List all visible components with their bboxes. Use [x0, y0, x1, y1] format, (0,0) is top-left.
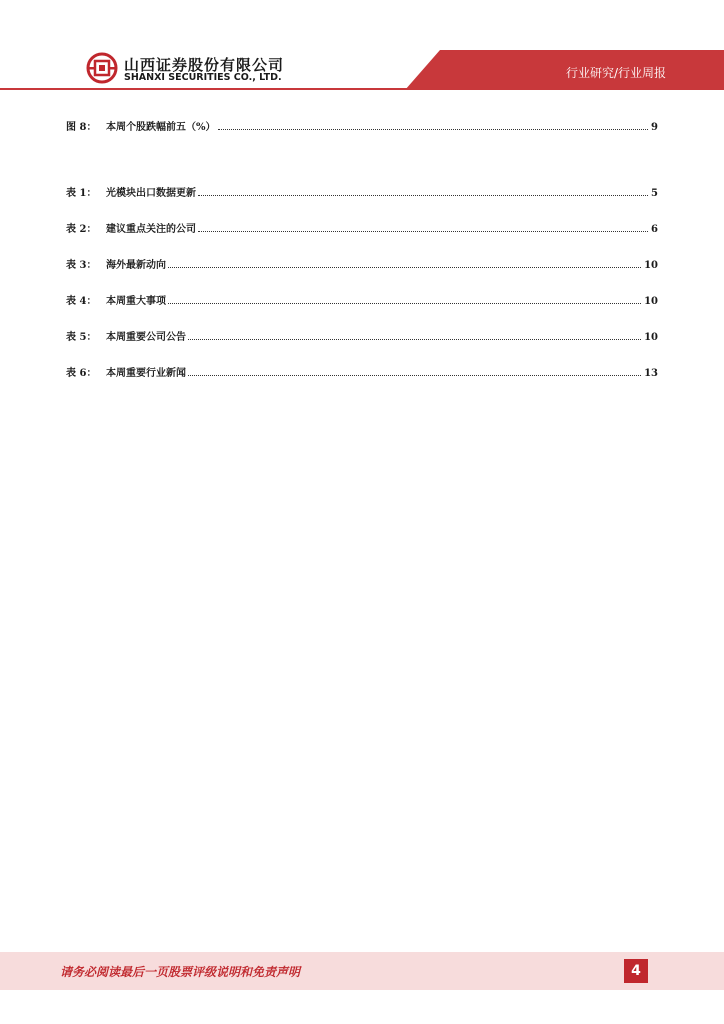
toc-label: 表 4： [66, 296, 97, 307]
disclaimer-notice: 请务必阅读最后一页股票评级说明和免责声明 [60, 965, 301, 979]
company-name-cn: 山西证券股份有限公司 [124, 56, 285, 74]
toc-page: 6 [651, 224, 658, 235]
toc-page: 10 [644, 296, 658, 307]
shanxi-securities-logo-icon [86, 52, 118, 84]
toc-entry-table-4[interactable] [66, 292, 658, 312]
toc-page: 9 [651, 122, 658, 133]
toc-title: 光模块出口数据更新 [106, 188, 196, 199]
toc-page: 5 [651, 188, 658, 199]
toc-entry-table-1[interactable] [66, 184, 658, 204]
toc-entry-table-2[interactable] [66, 220, 658, 240]
toc-title: 本周个股跌幅前五（%） [106, 122, 216, 133]
toc-leader-dots [198, 230, 648, 232]
toc-leader-dots [168, 302, 641, 304]
toc-leader-dots [198, 194, 648, 196]
toc-entry-table-3[interactable] [66, 256, 658, 276]
toc-label: 表 1： [66, 188, 97, 199]
toc-title: 海外最新动向 [106, 260, 166, 271]
toc-label: 表 2： [66, 224, 97, 235]
toc-leader-dots [188, 374, 641, 376]
page-footer [0, 952, 724, 990]
toc-page: 10 [644, 260, 658, 271]
toc-title: 本周重要公司公告 [106, 332, 186, 343]
toc-leader-dots [188, 338, 641, 340]
page-header [0, 0, 724, 100]
toc-page: 10 [644, 332, 658, 343]
company-name-en: SHANXI SECURITIES CO., LTD. [124, 72, 282, 83]
toc-entry-table-5[interactable] [66, 328, 658, 348]
toc-title: 建议重点关注的公司 [106, 224, 196, 235]
toc-title: 本周重大事项 [106, 296, 166, 307]
toc-page: 13 [644, 368, 658, 379]
toc-label: 表 3： [66, 260, 97, 271]
header-banner [0, 0, 724, 100]
toc-label: 表 6： [66, 368, 97, 379]
toc-label: 图 8： [66, 122, 97, 133]
toc-title: 本周重要行业新闻 [106, 368, 186, 379]
toc-entry-figure-8[interactable] [66, 118, 658, 138]
page-number: 4 [624, 959, 648, 983]
toc-leader-dots [218, 128, 649, 130]
report-type: 行业研究/行业周报 [565, 66, 666, 80]
toc-entry-table-6[interactable] [66, 364, 658, 384]
toc-leader-dots [168, 266, 641, 268]
toc-label: 表 5： [66, 332, 97, 343]
